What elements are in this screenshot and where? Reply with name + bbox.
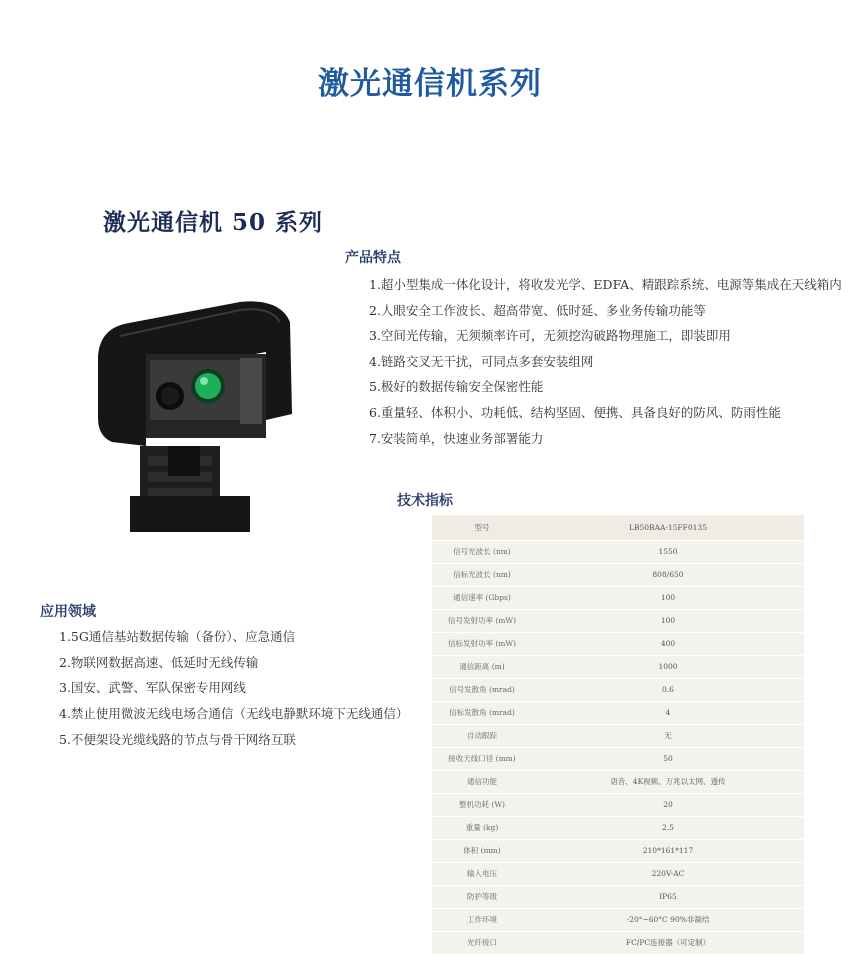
spec-value: 210*161*117: [532, 839, 804, 862]
spec-value: IP65: [532, 885, 804, 908]
spec-key: 信号发散角 (mrad): [432, 678, 532, 701]
spec-key: 防护等级: [432, 885, 532, 908]
specs-heading: 技术指标: [397, 493, 453, 509]
spec-value: 100: [532, 609, 804, 632]
spec-value: 4: [532, 701, 804, 724]
spec-key: 信标光波长 (nm): [432, 563, 532, 586]
table-row: [432, 632, 804, 655]
spec-value: -20°~60°C 90%非凝结: [532, 908, 804, 931]
list-item: 7.安装简单，快速业务部署能力: [369, 430, 544, 446]
spec-key: 信标发散角 (mrad): [432, 701, 532, 724]
table-row: [432, 540, 804, 563]
table-row: [432, 793, 804, 816]
spec-key: 重量 (kg): [432, 816, 532, 839]
spec-key: 接收天线口径 (mm): [432, 747, 532, 770]
list-item: 2.物联网数据高速、低延时无线传输: [59, 654, 259, 670]
table-row: [432, 908, 804, 931]
spec-value: 100: [532, 586, 804, 609]
table-row: [432, 678, 804, 701]
table-row: [432, 586, 804, 609]
list-item: 1.5G通信基站数据传输（备份）、应急通信: [59, 629, 296, 644]
table-row: [432, 515, 804, 540]
spec-value: LB50BAA-15FF0135: [532, 515, 804, 540]
table-row: [432, 701, 804, 724]
spec-value: FC/PC连接器（可定制）: [532, 931, 804, 954]
spec-value: 1550: [532, 540, 804, 563]
spec-value: 无: [532, 724, 804, 747]
spec-key: 自动跟踪: [432, 724, 532, 747]
spec-table: [432, 515, 804, 955]
table-row: [432, 931, 804, 954]
table-row: [432, 747, 804, 770]
list-item: 6.重量轻、体积小、功耗低、结构坚固、便携、具备良好的防风、防雨性能: [369, 404, 781, 420]
spec-key: 工作环境: [432, 908, 532, 931]
spec-key: 通信功能: [432, 770, 532, 793]
laser-communicator-device-image: [90, 296, 300, 532]
list-item: 5.极好的数据传输安全保密性能: [369, 379, 544, 395]
spec-key: 输入电压: [432, 862, 532, 885]
spec-value: 400: [532, 632, 804, 655]
spec-value: 0.6: [532, 678, 804, 701]
table-row: [432, 655, 804, 678]
spec-key: 通信速率 (Gbps): [432, 586, 532, 609]
spec-value: 1000: [532, 655, 804, 678]
spec-key: 信号发射功率 (mW): [432, 609, 532, 632]
page-title: 激光通信机系列: [318, 66, 542, 102]
table-row: [432, 724, 804, 747]
spec-key: 信号光波长 (nm): [432, 540, 532, 563]
table-row: [432, 839, 804, 862]
spec-value: 2.5: [532, 816, 804, 839]
applications-heading: 应用领域: [40, 604, 96, 620]
list-item: 4.禁止使用微波无线电场合通信（无线电静默环境下无线通信）: [59, 706, 409, 722]
table-row: [432, 770, 804, 793]
list-item: 3.国安、武警、军队保密专用网线: [59, 680, 246, 696]
applications-list: [59, 629, 408, 757]
spec-key: 整机功耗 (W): [432, 793, 532, 816]
table-row: [432, 816, 804, 839]
spec-value: 语音、4K视频、万兆以太网、透传: [532, 770, 804, 793]
features-heading: 产品特点: [345, 250, 401, 266]
features-list: [369, 277, 842, 456]
spec-value: 808/650: [532, 563, 804, 586]
list-item: 2.人眼安全工作波长、超高带宽、低时延、多业务传输功能等: [369, 302, 706, 318]
table-row: [432, 885, 804, 908]
list-item: 3.空间光传输，无须频率许可，无须挖沟破路物理施工，即装即用: [369, 328, 731, 344]
list-item: 4.链路交叉无干扰，可同点多套安装组网: [369, 353, 594, 369]
spec-key: 信标发射功率 (mW): [432, 632, 532, 655]
table-row: [432, 563, 804, 586]
list-item: 5.不便架设光缆线路的节点与骨干网络互联: [59, 731, 296, 747]
spec-key: 型号: [432, 515, 532, 540]
list-item: 1.超小型集成一体化设计，将收发光学、EDFA、精跟踪系统、电源等集成在天线箱内: [369, 277, 842, 292]
spec-value: 220V-AC: [532, 862, 804, 885]
spec-key: 光纤接口: [432, 931, 532, 954]
product-series-title: 激光通信机 50 系列: [103, 209, 324, 236]
spec-key: 体积 (mm): [432, 839, 532, 862]
table-row: [432, 862, 804, 885]
spec-value: 20: [532, 793, 804, 816]
table-row: [432, 609, 804, 632]
spec-value: 50: [532, 747, 804, 770]
spec-key: 通信距离 (m): [432, 655, 532, 678]
